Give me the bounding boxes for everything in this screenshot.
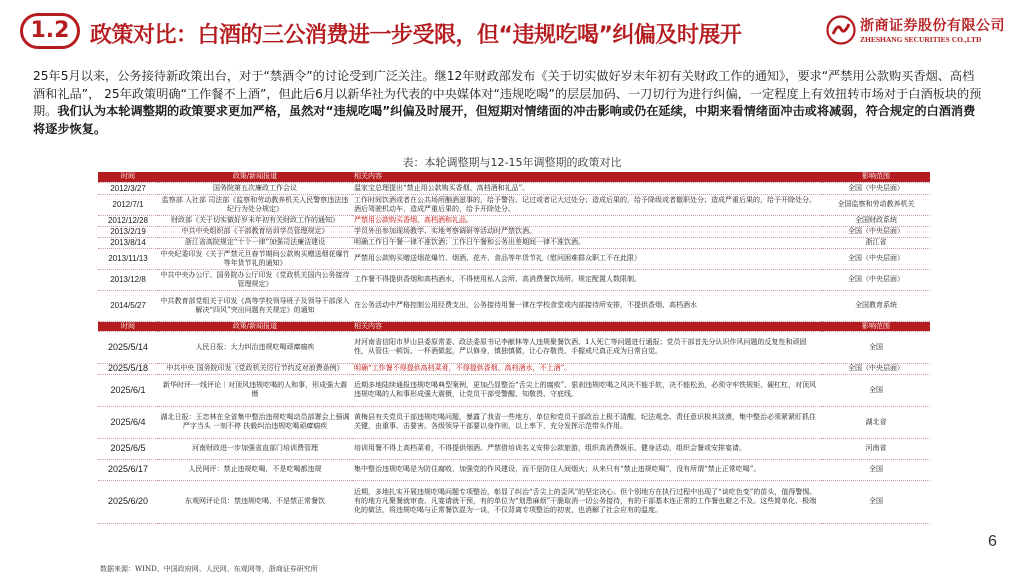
table-row [98,406,930,438]
table-row [98,237,930,248]
row-content: 对河南省信阳市罗山县委原常委、政法委原书记李献林等人违规聚餐饮酒、1人死亡等问题进行通报；党员干部首先分认识作风问题的反复性和顽固性，从管住一顿饭、一杯酒做起，严以修身，慎独慎微，让心存敬畏、手握戒尺真正成为日常自觉。 [352,331,822,363]
row-content: 明确工作日午餐一律不准饮酒；工作日午餐和公务出差期间一律不准饮酒。 [352,237,822,248]
row-document: 中共教育部党组关于印发《高等学校领导班子及领导干部深入解决“四风”突出问题有关规定》的通知 [158,290,352,321]
company-logo [826,15,1016,51]
table-row [98,194,930,215]
row-document: 国务院第五次廉政工作会议 [158,182,352,194]
row-scope: 全国（中央层面） [822,182,930,194]
row-date: 2012/12/28 [98,215,158,226]
header-doc: 政策/新闻报道 [158,321,352,331]
header-doc: 政策/新闻报道 [158,172,352,182]
row-content: 黄梅县有关党员干部违规吃喝问题，暴露了我省一些地方、单位和党员干部政治上极不清醒，纪法观念、责任意识极其淡漠，集中整治必须紧紧盯抓住关键，由重事、击要害。各级领导干部要以身作则，以上率下，充分发挥示范带头作用。 [352,406,822,438]
row-scope: 全国 [822,480,930,523]
row-scope: 全国监察和劳动教养机关 [822,194,930,215]
row-date: 2025/5/18 [98,363,158,374]
row-content: 集中整治违规吃喝是为防住腐败，加强党的作风建设，而不是防住人间烟火；从来只有“禁止违规吃喝”，没有所谓“禁止正常吃喝”。 [352,459,822,480]
row-date: 2013/11/13 [98,248,158,269]
row-content: 学员外出参加现场教学、实地考察调研等活动时严禁饮酒。 [352,226,822,237]
row-document: 财政部《关于切实做好岁末年初有关财政工作的通知》 [158,215,352,226]
row-scope: 浙江省 [822,237,930,248]
row-content: 温家宝总理提出“禁止用公款购买香烟、高档酒和礼品”。 [352,182,822,194]
table-header-row [98,321,930,331]
intro-text: 25年5月以来，公务接待新政策出台，对于“禁酒令”的讨论受到广泛关注。继12年财政部发布《关于切实做好岁末年初有关财政工作的通知》，要求“严禁用公款购买香烟、高档酒和礼品”， 25年政策明确“工作餐不上酒”，但此后6月以新华社为代表的中央媒体对“违规吃喝”的层层加码、一刀切行为进行纠偏，一定程度上有效扭转市场对于白酒板块的预期。 [33,69,982,119]
table-row [98,363,930,374]
row-content: 工作时间饮酒或者在公共场所酗酒滋事的，给予警告、记过或者记大过处分；造成后果的，给予降级或者撤职处分；造成严重后果的，给予开除处分。酒后驾驶机动车，造成严重后果的，给予开除处分。 [352,194,822,215]
table-row [98,215,930,226]
row-scope: 全国（中央层面） [822,248,930,269]
row-document: 人民网评：禁止违规吃喝，不是吃喝都违规 [158,459,352,480]
logo-chinese-name: 浙商证券股份有限公司 [860,18,1005,34]
row-scope: 全国 [822,331,930,363]
row-scope: 全国（中央层面） [822,269,930,290]
row-date: 2012/3/27 [98,182,158,194]
row-content: 工作餐不得提供香烟和高档酒水，不得使用私人会所、高消费餐饮场所。规定配置人数限制。 [352,269,822,290]
table-row [98,331,930,363]
row-date: 2025/6/20 [98,480,158,523]
row-date: 2013/8/14 [98,237,158,248]
table-header-row [98,172,930,182]
page-header [0,0,1024,64]
row-document: 中央纪委印发《关于严禁元旦春节期间公款购买赠送烟花爆竹等年货节礼的通知》 [158,248,352,269]
row-date: 2013/2/19 [98,226,158,237]
table-row [98,374,930,406]
row-date: 2025/5/14 [98,331,158,363]
row-scope: 全国（中央层面） [822,226,930,237]
header-scope: 影响范围 [822,321,930,331]
header-scope: 影响范围 [822,172,930,182]
data-source: 数据来源：WIND、中国政府网、人民网、东观网等，浙商证券研究所 [100,565,318,573]
table-row [98,480,930,523]
table-row [98,182,930,194]
table-body [98,172,930,523]
row-document: 河南财政进一步加强省直部门培训费管理 [158,438,352,459]
section-badge: 1.2 [20,13,80,49]
policy-comparison-table [98,172,930,524]
intro-paragraph [33,68,983,138]
header-content: 相关内容 [352,172,822,182]
table-row [98,290,930,321]
row-document: 监察部 人社部 司法部《监察和劳动教养机关人民警察违法违纪行为处分规定》 [158,194,352,215]
row-content: 培训用餐不得上高档菜肴，不得提供烟酒。严禁借培训名义安排公款旅游，组织高消费娱乐、健身活动，组织会餐或安排宴请。 [352,438,822,459]
row-scope: 全国 [822,459,930,480]
page-number: 6 [988,533,997,550]
row-scope: 全国（中央层面） [822,363,930,374]
row-scope: 全国 [822,374,930,406]
table-caption: 表：本轮调整期与12-15年调整期的政策对比 [402,156,622,169]
row-date: 2025/6/5 [98,438,158,459]
row-document: 湖北日报：王忠林在全省集中整治违规吃喝动员部署会上强调 严字当头 一刻不停 扶毅纠治违规吃喝顽瘴痼疾 [158,406,352,438]
row-document: 中共中央 国务院印发《党政机关厉行节约反对浪费条例》 [158,363,352,374]
row-document: 浙江省高院规定“十个一律”加强司法廉洁建设 [158,237,352,248]
table-row [98,269,930,290]
row-date: 2012/7/1 [98,194,158,215]
header-content: 相关内容 [352,321,822,331]
row-date: 2025/6/17 [98,459,158,480]
row-document: 新华时评·一线评论｜对顶风违规吃喝的人和事，形成强大震慑 [158,374,352,406]
logo-english-name: ZHESHANG SECURITIES CO.,LTD [860,35,982,44]
row-date: 2025/6/1 [98,374,158,406]
row-date: 2013/12/8 [98,269,158,290]
row-content: 严禁用公款购买赠送烟花爆竹、烟酒、花卉、食品等年货节礼（慰问困难群众职工不在此限） [352,248,822,269]
row-content: 近期，多地扎实开展违规吃喝问题专项整治，彰显了纠治“舌尖上的歪风”的坚定决心。但个别地方在执行过程中出现了“谈吃色变”的苗头，值得警惕。有的地方凡聚餐就审查、凡宴请就干预，有的单位为“划患麻烦”干脆取消一切公务接待，有的干部基本连正常的工作餐也避之不及。这些简单化、极端化的做法，将违规吃喝与正常餐饮混为一谈，不仅背离专项整治的初衷，也消解了社会应有的温度。 [352,480,822,523]
table-row [98,226,930,237]
row-date: 2014/5/27 [98,290,158,321]
row-scope: 全国财政系统 [822,215,930,226]
row-scope: 河南省 [822,438,930,459]
row-content: 明确“工作餐不得提供高档菜肴，不得提供香烟、高档酒水，不上酒”。 [352,363,822,374]
header-date: 时间 [98,321,158,331]
page-title: 政策对比：白酒的三公消费进一步受限，但“违规吃喝”纠偏及时展开 [90,23,742,48]
row-scope: 全国教育系统 [822,290,930,321]
table-row [98,248,930,269]
row-scope: 湖北省 [822,406,930,438]
row-document: 东观网评论员：禁违规吃喝，不是禁正常餐饮 [158,480,352,523]
row-content: 严禁用公款购买香烟、高档酒和礼品。 [352,215,822,226]
row-date: 2025/6/4 [98,406,158,438]
row-content: 在公务活动中严格控制公用经费支出，公务接待用餐一律在学校食堂或内部接待所安排，不提供香烟、高档酒水 [352,290,822,321]
row-document: 中共中央办公厅、国务院办公厅印发《党政机关国内公务接待管理规定》 [158,269,352,290]
intro-conclusion: 我们认为本轮调整期的政策要求更加严格，虽然对“违规吃喝”纠偏及时展开，但短期对情绪面的冲击影响或仍在延续，中期来看情绪面冲击或将减弱，符合规定的白酒消费将逐步恢复。 [33,104,976,136]
row-document: 中共中央组织部《干部教育培训学员管理规定》 [158,226,352,237]
company-logo-icon [826,15,856,45]
row-document: 人民日报：大力纠治违规吃喝顽瘴痼疾 [158,331,352,363]
table-row [98,459,930,480]
table-row [98,438,930,459]
row-content: 近期多地陆续通报违规吃喝典型案例，更加凸显整治“舌尖上的腐败”、狠刹违规吃喝之风决不能手软，决不能松劲，必须守牢铁规矩、硬杠杠，对顶风违规吃喝的人和事形成强大震慑，让党员干部受警醒、知敬畏、守底线。 [352,374,822,406]
header-date: 时间 [98,172,158,182]
